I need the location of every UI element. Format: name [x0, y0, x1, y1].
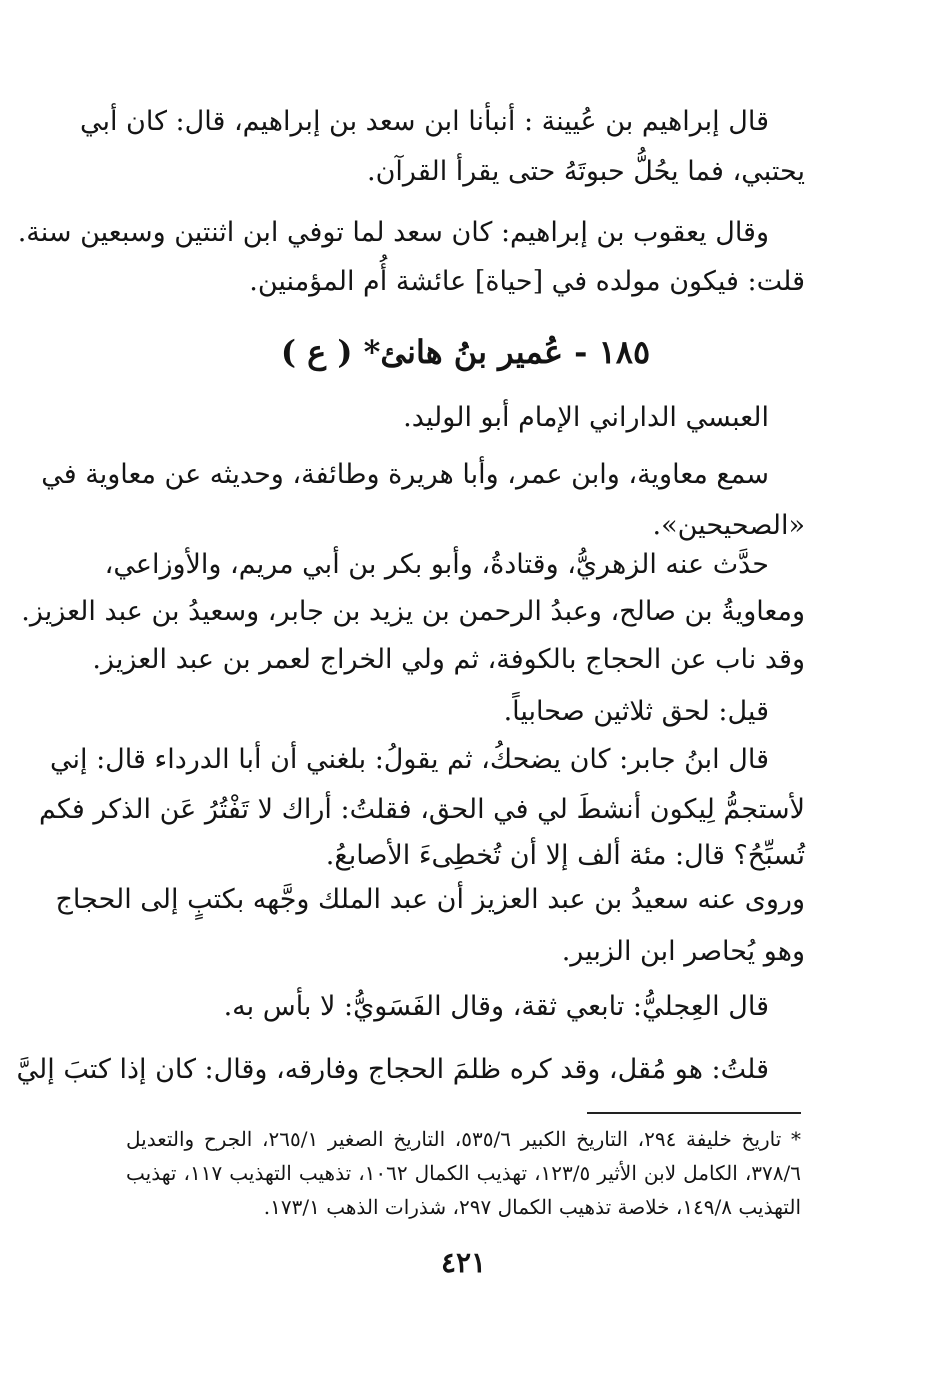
- text-line: العبسي الداراني الإمام أبو الوليد.: [403, 402, 769, 433]
- footnote-line: التهذيب ١٤٩/٨، خلاصة تذهيب الكمال ٢٩٧، شذرات الذهب ١٧٣/١.: [263, 1195, 801, 1219]
- text-line: وقد ناب عن الحجاج بالكوفة، ثم ولي الخراج لعمر بن عبد العزيز.: [92, 644, 805, 675]
- text-line: سمع معاوية، وابن عمر، وأبا هريرة وطائفة، وحديثه عن معاوية في: [41, 459, 769, 490]
- page-number: ٤٢١: [440, 1246, 487, 1279]
- text-line: قيل: لحق ثلاثين صحابياً.: [503, 696, 769, 727]
- entry-heading: ١٨٥ - عُمير بنُ هانئ* ( ع ): [280, 333, 651, 371]
- text-line: قال العِجليُّ: تابعي ثقة، وقال الفَسَويُّ: لا بأس به.: [223, 991, 769, 1022]
- text-line: قلتُ: هو مُقل، وقد كره ظلمَ الحجاج وفارقه، وقال: كان إذا كتبَ إليَّ: [16, 1054, 769, 1085]
- text-line: قال ابنُ جابر: كان يضحكُ، ثم يقولُ: بلغني أن أبا الدرداء قال: إني: [49, 744, 769, 775]
- text-line: وقال يعقوب بن إبراهيم: كان سعد لما توفي ابن اثنتين وسبعين سنة.: [17, 217, 769, 248]
- text-line: حدَّث عنه الزهريُّ، وقتادةُ، وأبو بكر بن أبي مريم، والأوزاعي،: [104, 549, 769, 580]
- footnote-line: * تاريخ خليفة ٢٩٤، التاريخ الكبير ٥٣٥/٦، التاريخ الصغير ٢٦٥/١، الجرح والتعديل: [126, 1127, 802, 1151]
- text-line: تُسبِّحُ؟ قال: مئة ألف إلا أن تُخطِىءَ الأصابعُ.: [325, 840, 805, 871]
- text-line: قلت: فيكون مولده في [حياة] عائشة أُم المؤمنين.: [249, 266, 805, 297]
- text-line: لأستجمُّ لِيكون أنشطَ لي في الحق، فقلتُ: أراك لا تَفْتُرُ عَن الذكر فكم: [38, 794, 805, 825]
- text-line: قال إبراهيم بن عُيينة : أنبأنا ابن سعد بن إبراهيم، قال: كان أبي: [79, 106, 769, 137]
- footnote-divider: [587, 1112, 801, 1114]
- text-line: ومعاويةُ بن صالح، وعبدُ الرحمن بن يزيد بن جابر، وسعيدُ بن عبد العزيز.: [21, 596, 805, 627]
- text-line: وهو يُحاصر ابن الزبير.: [561, 936, 805, 967]
- text-line: يحتبي، فما يحُلُّ حبوتَهُ حتى يقرأ القرآن.: [367, 156, 805, 187]
- text-line: «الصحيحين».: [652, 510, 805, 541]
- text-line: وروى عنه سعيدُ بن عبد العزيز أن عبد الملك وجَّهه بكتبٍ إلى الحجاج: [55, 884, 805, 915]
- footnote-line: ٣٧٨/٦، الكامل لابن الأثير ١٢٣/٥، تهذيب الكمال ١٠٦٢، تذهيب التهذيب ١١٧، تهذيب: [126, 1161, 801, 1185]
